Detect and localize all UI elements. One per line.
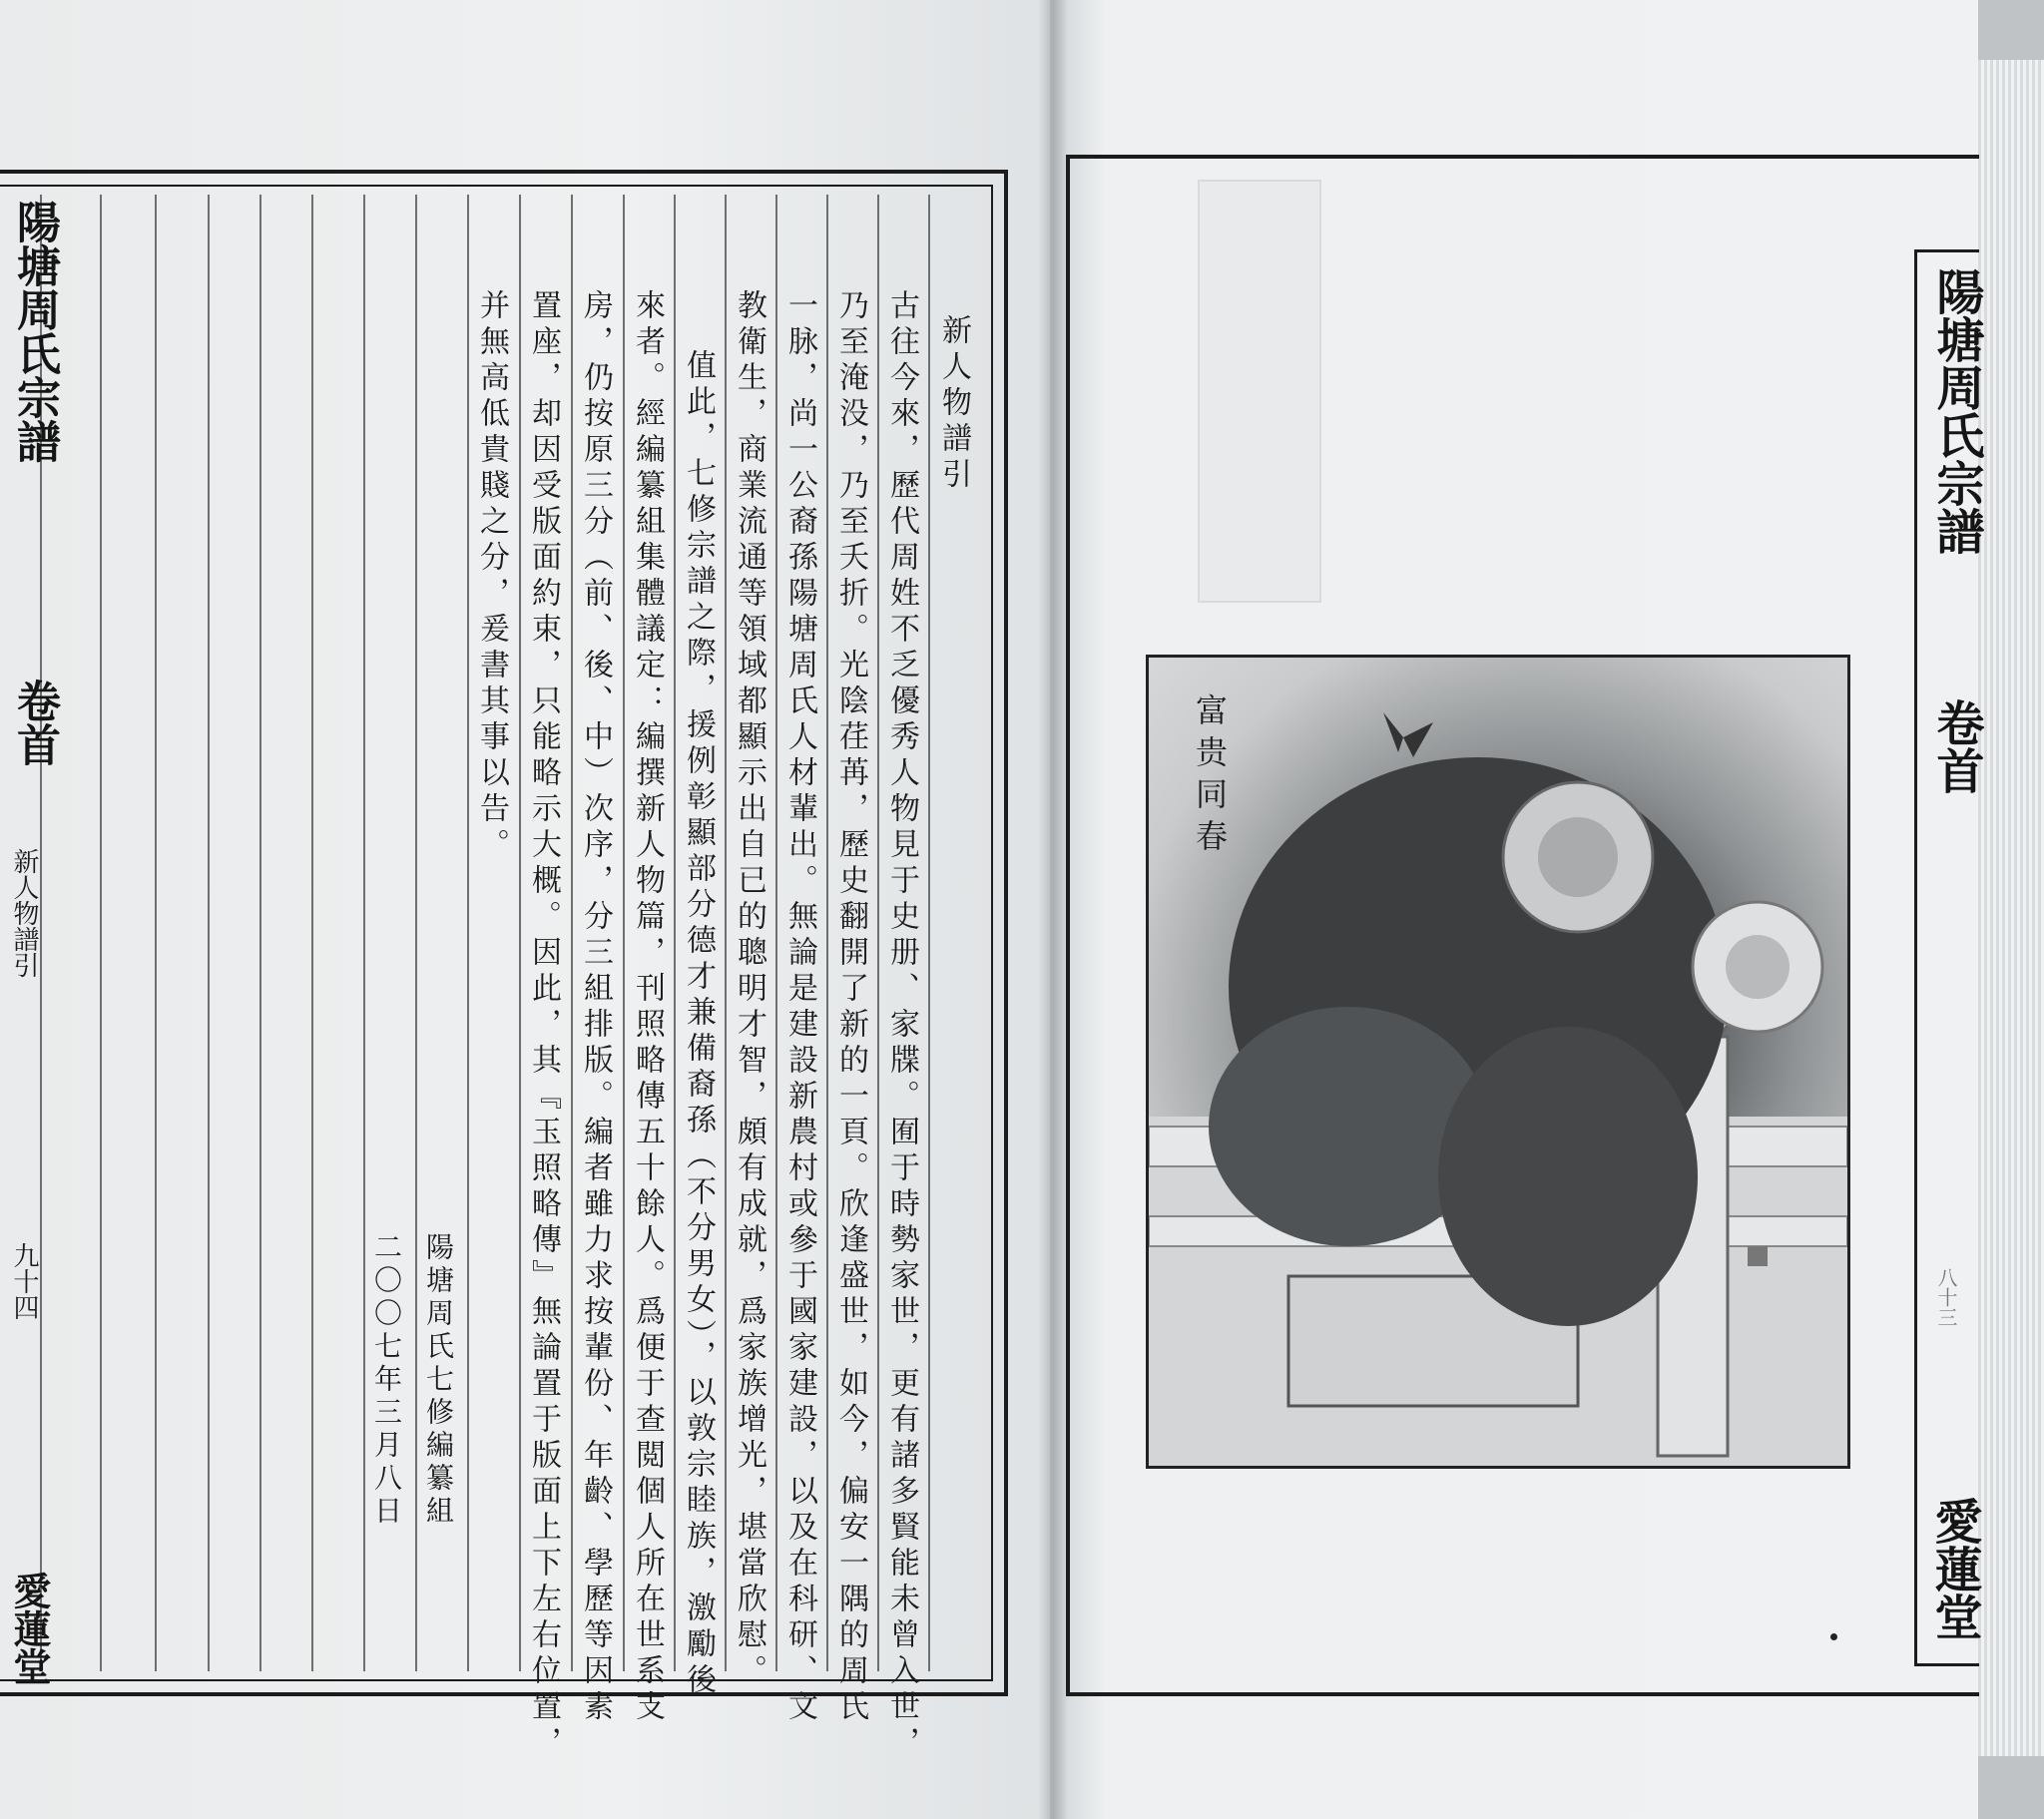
signature: 陽塘周氏七修編纂組 (422, 1232, 455, 1529)
foliage (1438, 1027, 1698, 1326)
column-rule (208, 195, 210, 1671)
left-section-label: 新人物譜引 (9, 848, 39, 978)
artist-seal (1748, 1246, 1768, 1266)
column-rule (826, 195, 828, 1671)
page-heading: 新人物譜引 (936, 314, 971, 494)
column-rule (259, 195, 261, 1671)
left-hall-name: 愛蓮堂 (7, 1572, 52, 1685)
peony-flower (1538, 817, 1618, 897)
right-volume-label: 卷首 (1928, 698, 1984, 794)
column-rule (467, 195, 469, 1671)
column-rule (100, 195, 102, 1671)
ink-dot (1830, 1633, 1837, 1640)
right-hall-name: 愛蓮堂 (1926, 1497, 1982, 1640)
left-volume-label: 卷首 (9, 679, 60, 766)
right-book-title: 陽塘周氏宗譜 (1928, 267, 1984, 555)
book-gutter (1038, 0, 1068, 1819)
column-rule (674, 195, 676, 1671)
column-rule (928, 195, 930, 1671)
peony-illustration (1149, 658, 1847, 1466)
column-rule (623, 195, 625, 1671)
painting-title: 富贵同春 (1191, 693, 1229, 861)
butterfly (1383, 712, 1433, 757)
body-column-6: 來者。經編纂組集體議定：編撰新人物篇，刊照略傳五十餘人。爲便于查閲個人所在世系支 (630, 289, 665, 1726)
column-rule (155, 195, 157, 1671)
body-column-2: 乃至淹没，乃至夭折。光陰荏苒，歷史翻開了新的一頁。欣逢盛世，如今，偏安一隅的周氏 (833, 289, 868, 1726)
column-rule (877, 195, 879, 1671)
column-rule (311, 195, 313, 1671)
date: 二〇〇七年三月八日 (370, 1232, 403, 1529)
column-rule (363, 195, 365, 1671)
left-book-title: 陽塘周氏宗譜 (9, 200, 60, 463)
column-rule (415, 195, 417, 1671)
column-rule (571, 195, 573, 1671)
body-column-5: 值此，七修宗譜之際，援例彰顯部分德才兼備裔孫（不分男女），以敦宗睦族，激勵後 (681, 349, 716, 1699)
peony-flower (1726, 935, 1789, 999)
body-column-9: 并無高低貴賤之分，爰書其事以告。 (474, 289, 509, 864)
body-column-3: 一脉，尚一公裔孫陽塘周氏人材輩出。無論是建設新農村或參于國家建設，以及在科研、文 (782, 289, 817, 1726)
right-page-number: 八十三 (1934, 1267, 1958, 1327)
ghost-text-panel (1198, 180, 1321, 603)
left-page-number: 九十四 (9, 1242, 39, 1320)
column-rule (775, 195, 777, 1671)
column-rule (725, 195, 727, 1671)
body-column-4: 教衛生，商業流通等領域都顯示出自已的聰明才智，頗有成就，爲家族增光，堪當欣慰。 (732, 289, 766, 1690)
body-column-8: 置座，却因受版面約束，只能略示大概。因此，其『玉照略傳』無論置于版面上下左右位置， (526, 289, 561, 1762)
peony-painting (1146, 655, 1850, 1469)
body-column-7: 房，仍按原三分（前、後、中）次序，分三組排版。編者雖力求按輩份、年齡、學歷等因素 (578, 289, 613, 1726)
body-column-1: 古往今來，歷代周姓不乏優秀人物見于史册、家牒。囿于時勢家世，更有諸多賢能未曾入世， (884, 289, 919, 1762)
column-rule (519, 195, 521, 1671)
